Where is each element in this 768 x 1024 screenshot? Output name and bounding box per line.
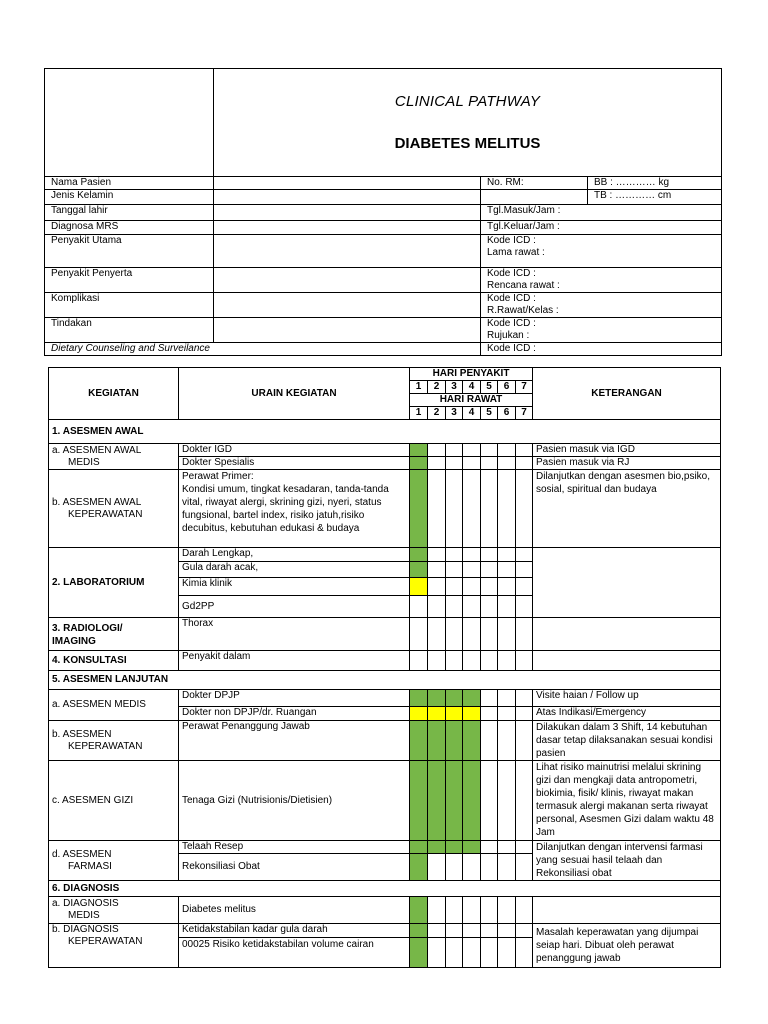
day-number: 6 xyxy=(498,407,516,420)
day-number: 2 xyxy=(428,407,446,420)
day-number: 5 xyxy=(481,381,498,394)
day-cell[interactable] xyxy=(428,444,446,457)
day-cell[interactable] xyxy=(516,721,533,761)
day-cell-filled xyxy=(410,444,428,457)
activity-label: a. ASESMEN MEDIS xyxy=(49,690,179,721)
day-cell-filled xyxy=(463,841,481,854)
day-cell[interactable] xyxy=(481,457,498,470)
day-cell[interactable] xyxy=(481,854,498,881)
activity-label-line: d. ASESMEN xyxy=(52,848,112,860)
activity-label-line: a. DIAGNOSIS xyxy=(52,898,119,909)
activity-label xyxy=(49,444,179,470)
field-value[interactable] xyxy=(214,221,481,235)
field-value[interactable] xyxy=(214,190,481,205)
day-cell[interactable] xyxy=(446,854,463,881)
field-value[interactable] xyxy=(214,293,481,318)
activity-item: 00025 Risiko ketidakstabilan volume cairan xyxy=(179,938,410,968)
day-cell-filled xyxy=(410,938,428,968)
day-cell[interactable] xyxy=(481,938,498,968)
day-cell-filled xyxy=(463,707,481,721)
day-cell[interactable] xyxy=(481,548,498,562)
section-title: 6. DIAGNOSIS xyxy=(49,881,721,897)
day-number: 4 xyxy=(463,407,481,420)
day-cell[interactable] xyxy=(498,651,516,671)
note: Dilanjutkan dengan intervensi farmasi yang sesuai hasil telaah dan Rekonsiliasi obat xyxy=(533,841,721,881)
col-header-urain: URAIN KEGIATAN xyxy=(179,368,410,420)
note: Pasien masuk via IGD xyxy=(533,444,721,457)
day-cell-filled xyxy=(410,562,428,578)
rujukan-label: Rujukan : xyxy=(487,330,530,341)
day-cell[interactable] xyxy=(516,761,533,841)
field-label: TB : ………… cm xyxy=(588,190,722,205)
activity-item: Diabetes melitus xyxy=(179,897,410,924)
section-title xyxy=(49,618,179,651)
section-title-line: IMAGING xyxy=(52,636,96,647)
day-cell[interactable] xyxy=(446,924,463,938)
day-cell[interactable] xyxy=(463,897,481,924)
day-cell[interactable] xyxy=(463,924,481,938)
section-title: 5. ASESMEN LANJUTAN xyxy=(49,671,721,690)
day-cell[interactable] xyxy=(410,618,428,651)
field-value[interactable] xyxy=(214,268,481,293)
day-number: 4 xyxy=(463,381,481,394)
day-cell[interactable] xyxy=(481,761,498,841)
day-cell[interactable] xyxy=(463,596,481,618)
day-cell-filled xyxy=(446,690,463,707)
activity-item: Penyakit dalam xyxy=(179,651,410,671)
pathway-table xyxy=(48,367,721,968)
day-cell[interactable] xyxy=(463,548,481,562)
day-cell[interactable] xyxy=(516,651,533,671)
activity-label-line: KEPERAWATAN xyxy=(68,740,143,752)
day-cell-filled xyxy=(428,761,446,841)
patient-identity-table xyxy=(44,68,722,356)
page-title: CLINICAL PATHWAY xyxy=(394,93,541,110)
day-cell-filled xyxy=(428,707,446,721)
activity-label-line: b. ASESMEN xyxy=(52,728,112,740)
day-cell[interactable] xyxy=(516,618,533,651)
day-cell[interactable] xyxy=(516,841,533,854)
field-value[interactable] xyxy=(214,318,481,343)
day-cell[interactable] xyxy=(481,841,498,854)
day-cell[interactable] xyxy=(481,897,498,924)
section-title-line: 3. RADIOLOGI/ xyxy=(52,623,123,634)
activity-item: Kimia klinik xyxy=(179,578,410,596)
kode-icd-label: Kode ICD : xyxy=(487,318,536,329)
day-cell[interactable] xyxy=(481,721,498,761)
day-cell[interactable] xyxy=(498,562,516,578)
activity-item: Ketidakstabilan kadar gula darah xyxy=(179,924,410,938)
note: Dilanjutkan dengan asesmen bio,psiko, sosial, spiritual dan budaya xyxy=(533,470,721,548)
day-cell[interactable] xyxy=(516,562,533,578)
day-cell[interactable] xyxy=(446,578,463,596)
section-title: 1. ASESMEN AWAL xyxy=(49,420,721,444)
day-cell[interactable] xyxy=(498,841,516,854)
day-cell[interactable] xyxy=(446,470,463,548)
field-label: Penyakit Penyerta xyxy=(45,268,214,293)
day-cell[interactable] xyxy=(516,690,533,707)
day-cell-filled xyxy=(410,457,428,470)
day-cell-filled xyxy=(410,854,428,881)
activity-label xyxy=(49,924,179,968)
day-cell[interactable] xyxy=(428,854,446,881)
day-cell-filled xyxy=(446,721,463,761)
day-cell[interactable] xyxy=(481,707,498,721)
activity-label-line: MEDIS xyxy=(68,910,100,921)
day-cell-filled xyxy=(446,707,463,721)
activity-label xyxy=(49,721,179,761)
day-cell[interactable] xyxy=(446,548,463,562)
day-cell[interactable] xyxy=(498,707,516,721)
day-cell[interactable] xyxy=(481,618,498,651)
day-cell[interactable] xyxy=(498,854,516,881)
activity-label xyxy=(49,841,179,881)
day-cell-filled xyxy=(410,897,428,924)
day-cell[interactable] xyxy=(463,444,481,457)
day-cell[interactable] xyxy=(516,938,533,968)
day-cell[interactable] xyxy=(446,562,463,578)
day-cell[interactable] xyxy=(498,444,516,457)
day-cell[interactable] xyxy=(481,924,498,938)
day-cell-filled xyxy=(463,761,481,841)
day-cell-filled xyxy=(410,690,428,707)
activity-label-line: FARMASI xyxy=(68,860,112,872)
activity-item: Dokter DPJP xyxy=(179,690,410,707)
day-cell[interactable] xyxy=(463,470,481,548)
rencana-rawat-label: Rencana rawat : xyxy=(487,280,560,291)
day-cell[interactable] xyxy=(516,854,533,881)
col-header-keterangan: KETERANGAN xyxy=(533,368,721,420)
kode-icd-label: Kode ICD : xyxy=(487,293,536,304)
day-cell[interactable] xyxy=(498,721,516,761)
field-label: Tanggal lahir xyxy=(45,205,214,221)
day-cell[interactable] xyxy=(481,596,498,618)
day-cell[interactable] xyxy=(516,596,533,618)
day-cell[interactable] xyxy=(498,470,516,548)
activity-label xyxy=(49,897,179,924)
day-cell-filled xyxy=(446,761,463,841)
day-cell-filled xyxy=(410,470,428,548)
field-label: Komplikasi xyxy=(45,293,214,318)
col-header-kegiatan: KEGIATAN xyxy=(49,368,179,420)
day-cell-filled xyxy=(410,721,428,761)
day-cell[interactable] xyxy=(428,618,446,651)
note xyxy=(533,548,721,618)
activity-item: Rekonsiliasi Obat xyxy=(179,854,410,881)
day-cell-filled xyxy=(446,841,463,854)
day-cell-filled xyxy=(428,841,446,854)
field-label: BB : ………… kg xyxy=(588,177,722,190)
day-cell[interactable] xyxy=(410,651,428,671)
day-cell[interactable] xyxy=(498,938,516,968)
r-rawat-kelas-label: R.Rawat/Kelas : xyxy=(487,305,559,316)
day-number: 1 xyxy=(410,407,428,420)
day-cell[interactable] xyxy=(463,854,481,881)
day-cell[interactable] xyxy=(463,578,481,596)
activity-item: Telaah Resep xyxy=(179,841,410,854)
day-cell[interactable] xyxy=(428,548,446,562)
day-cell[interactable] xyxy=(498,924,516,938)
activity-label-line: KEPERAWATAN xyxy=(68,936,143,947)
activity-label-line: KEPERAWATAN xyxy=(68,508,143,520)
kode-icd-label: Kode ICD : xyxy=(487,268,536,279)
note: Atas Indikasi/Emergency xyxy=(533,707,721,721)
day-cell[interactable] xyxy=(498,618,516,651)
title-cell xyxy=(214,69,722,177)
activity-label-line: MEDIS xyxy=(68,456,100,468)
day-cell-filled xyxy=(410,761,428,841)
day-cell-filled xyxy=(410,841,428,854)
field-value[interactable] xyxy=(214,235,481,268)
day-cell[interactable] xyxy=(516,470,533,548)
day-cell[interactable] xyxy=(516,924,533,938)
note xyxy=(533,897,721,924)
section-title: 4. KONSULTASI xyxy=(49,651,179,671)
day-cell[interactable] xyxy=(428,578,446,596)
activity-label: c. ASESMEN GIZI xyxy=(49,761,179,841)
note: Masalah keperawatan yang dijumpai seiap hari. Dibuat oleh perawat penanggung jawab xyxy=(533,924,721,968)
day-cell[interactable] xyxy=(481,651,498,671)
day-cell[interactable] xyxy=(463,562,481,578)
field-label: Jenis Kelamin xyxy=(45,190,214,205)
note xyxy=(533,618,721,651)
day-number: 3 xyxy=(446,381,463,394)
day-cell[interactable] xyxy=(498,548,516,562)
logo-cell xyxy=(45,69,214,177)
day-cell[interactable] xyxy=(498,761,516,841)
col-header-hari-rawat: HARI RAWAT xyxy=(410,394,533,407)
kode-icd-label: Kode ICD : xyxy=(487,235,536,246)
day-number: 7 xyxy=(516,381,533,394)
day-cell[interactable] xyxy=(428,457,446,470)
day-cell[interactable] xyxy=(516,897,533,924)
day-cell[interactable] xyxy=(428,470,446,548)
day-cell-filled xyxy=(410,548,428,562)
field-value[interactable] xyxy=(481,190,588,205)
day-cell[interactable] xyxy=(498,457,516,470)
day-number: 7 xyxy=(516,407,533,420)
day-cell[interactable] xyxy=(446,651,463,671)
field-label: Tgl.Masuk/Jam : xyxy=(481,205,722,221)
note: Dilakukan dalam 3 Shift, 14 kebutuhan dasar tetap dilaksanakan sesuai kondisi pasien xyxy=(533,721,721,761)
activity-item: Perawat Primer: Kondisi umum, tingkat kesadaran, tanda-tanda vital, riwayat alergi, skrining gizi, nyeri, status fungsional, bartel index, risiko jatuh,risiko decubitus, kebutuhan edukasi & budaya xyxy=(179,470,410,548)
day-cell[interactable] xyxy=(463,651,481,671)
field-label: Nama Pasien xyxy=(45,177,214,190)
day-cell-filled xyxy=(428,721,446,761)
day-cell-filled xyxy=(410,707,428,721)
day-cell[interactable] xyxy=(463,938,481,968)
day-cell[interactable] xyxy=(428,924,446,938)
day-cell-filled xyxy=(410,924,428,938)
field-label: Tindakan xyxy=(45,318,214,343)
section-title: 2. LABORATORIUM xyxy=(49,548,179,618)
day-cell[interactable] xyxy=(428,651,446,671)
day-cell[interactable] xyxy=(516,548,533,562)
day-number: 3 xyxy=(446,407,463,420)
day-cell[interactable] xyxy=(446,457,463,470)
day-cell-filled xyxy=(428,690,446,707)
day-number: 5 xyxy=(481,407,498,420)
day-cell[interactable] xyxy=(498,897,516,924)
day-cell[interactable] xyxy=(446,444,463,457)
day-cell[interactable] xyxy=(446,938,463,968)
day-cell[interactable] xyxy=(516,578,533,596)
day-cell[interactable] xyxy=(481,470,498,548)
day-cell[interactable] xyxy=(446,897,463,924)
activity-label-line: b. ASESMEN AWAL xyxy=(52,496,142,508)
note: Pasien masuk via RJ xyxy=(533,457,721,470)
day-cell-filled xyxy=(463,690,481,707)
activity-item: Darah Lengkap, xyxy=(179,548,410,562)
field-label xyxy=(481,235,722,268)
page-subtitle: DIABETES MELITUS xyxy=(394,135,541,152)
day-cell[interactable] xyxy=(481,444,498,457)
field-label: No. RM: xyxy=(481,177,588,190)
field-label xyxy=(481,268,722,293)
day-cell[interactable] xyxy=(481,562,498,578)
day-cell[interactable] xyxy=(428,596,446,618)
activity-label-line: b. DIAGNOSIS xyxy=(52,924,119,935)
day-cell[interactable] xyxy=(516,444,533,457)
day-cell-filled xyxy=(410,578,428,596)
day-cell[interactable] xyxy=(481,690,498,707)
activity-label xyxy=(49,470,179,548)
day-number: 1 xyxy=(410,381,428,394)
note xyxy=(533,651,721,671)
day-cell[interactable] xyxy=(446,618,463,651)
activity-item: Tenaga Gizi (Nutrisionis/Dietisien) xyxy=(179,761,410,841)
activity-item: Perawat Penanggung Jawab xyxy=(179,721,410,761)
note: Visite haian / Follow up xyxy=(533,690,721,707)
field-label: Diagnosa MRS xyxy=(45,221,214,235)
field-label xyxy=(481,318,722,343)
day-cell[interactable] xyxy=(498,690,516,707)
field-label: Penyakit Utama xyxy=(45,235,214,268)
field-label: Tgl.Keluar/Jam : xyxy=(481,221,722,235)
activity-item: Dokter non DPJP/dr. Ruangan xyxy=(179,707,410,721)
day-cell-filled xyxy=(463,721,481,761)
day-cell[interactable] xyxy=(463,457,481,470)
day-cell[interactable] xyxy=(428,897,446,924)
day-cell[interactable] xyxy=(428,562,446,578)
day-cell[interactable] xyxy=(481,578,498,596)
field-label: Kode ICD : xyxy=(481,343,722,356)
note: Lihat risiko mainutrisi melalui skrining gizi dan mengkaji data antropometri, biokimia, fisik/ klinis, riwayat makan termasuk alergi makanan serta riwayat personal, Asesmen Gizi dalam waktu 48 Jam xyxy=(533,761,721,841)
activity-item: Gd2PP xyxy=(179,596,410,618)
activity-item: Dokter Spesialis xyxy=(179,457,410,470)
day-cell[interactable] xyxy=(516,457,533,470)
lama-rawat-label: Lama rawat : xyxy=(487,247,545,258)
day-cell[interactable] xyxy=(446,596,463,618)
field-label xyxy=(481,293,722,318)
day-cell[interactable] xyxy=(516,707,533,721)
day-cell[interactable] xyxy=(498,578,516,596)
day-number: 6 xyxy=(498,381,516,394)
day-cell[interactable] xyxy=(463,618,481,651)
activity-label-line: a. ASESMEN AWAL xyxy=(52,444,142,456)
day-number: 2 xyxy=(428,381,446,394)
field-value[interactable] xyxy=(214,177,481,190)
dietary-label: Dietary Counseling and Surveilance xyxy=(45,343,481,356)
field-value[interactable] xyxy=(214,205,481,221)
activity-item: Gula darah acak, xyxy=(179,562,410,578)
day-cell[interactable] xyxy=(410,596,428,618)
activity-item: Thorax xyxy=(179,618,410,651)
col-header-hari-penyakit: HARI PENYAKIT xyxy=(410,368,533,381)
day-cell[interactable] xyxy=(428,938,446,968)
day-cell[interactable] xyxy=(498,596,516,618)
activity-item: Dokter IGD xyxy=(179,444,410,457)
